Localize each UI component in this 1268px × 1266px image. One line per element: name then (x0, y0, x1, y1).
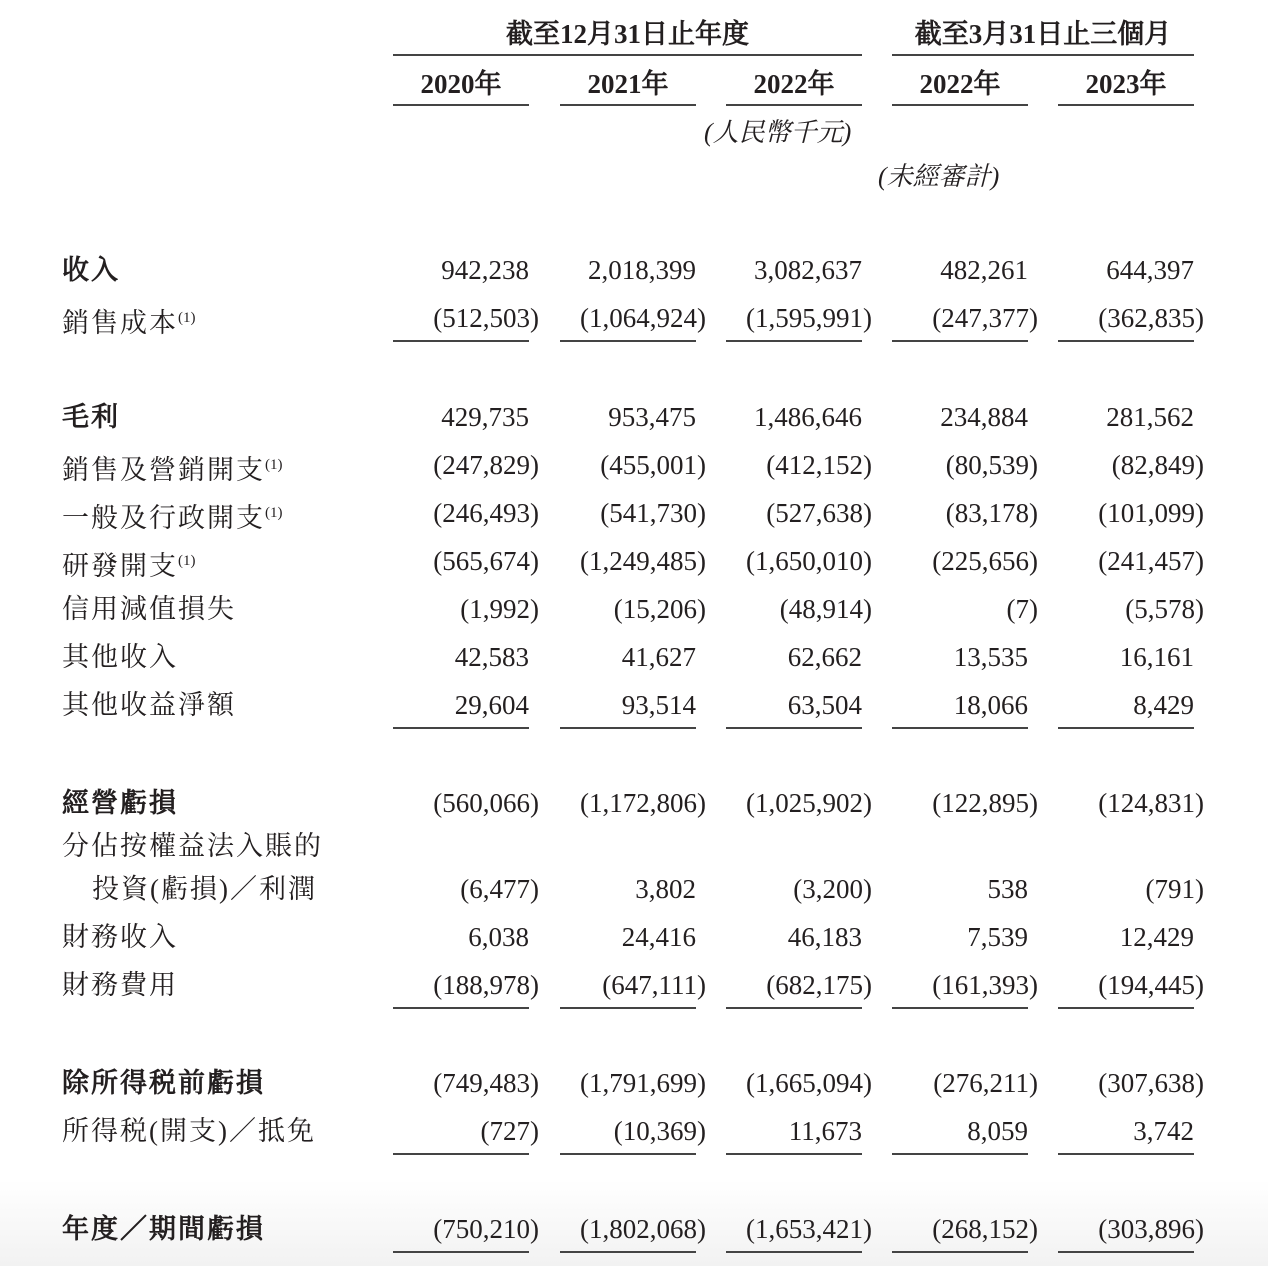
value-text: 18,066 (953, 690, 1028, 720)
value-cell (393, 1205, 539, 1253)
value-cell (892, 961, 1038, 1009)
table-row (0, 913, 1268, 961)
value-text: (682,175) (766, 970, 872, 1000)
table-row (0, 681, 1268, 729)
value-cell (892, 585, 1038, 631)
value-cell (393, 246, 529, 292)
value-cell (393, 681, 529, 729)
value-cell (560, 1107, 706, 1155)
footnote-marker: (1) (178, 553, 196, 569)
value-text: 538 (987, 874, 1028, 904)
row-label (62, 913, 178, 961)
value-text: (541,730) (600, 498, 706, 528)
value-cell (726, 961, 872, 1009)
row-label-text: 信用減值損失 (62, 594, 236, 624)
table-row (0, 961, 1268, 1009)
value-cell (560, 537, 706, 583)
row-label (62, 441, 283, 494)
value-cell (892, 441, 1038, 487)
value-text: 644,397 (1106, 255, 1194, 285)
value-text: (412,152) (766, 450, 872, 480)
value-text: (1,249,485) (580, 546, 706, 576)
value-text: (1,791,699) (580, 1068, 706, 1098)
value-text: 29,604 (454, 690, 529, 720)
value-cell (393, 1107, 539, 1155)
value-cell (560, 1059, 706, 1105)
value-text: (560,066) (433, 788, 539, 818)
table-row (0, 1107, 1268, 1155)
value-text: (1,064,924) (580, 303, 706, 333)
value-text: (161,393) (932, 970, 1038, 1000)
value-text: (241,457) (1098, 546, 1204, 576)
value-text: (1,595,991) (746, 303, 872, 333)
value-text: 281,562 (1106, 402, 1194, 432)
row-label-text: 其他收入 (62, 642, 178, 672)
value-text: 942,238 (441, 255, 529, 285)
row-label (62, 537, 196, 590)
value-text: 93,514 (621, 690, 696, 720)
value-cell (1058, 865, 1204, 911)
value-text: 12,429 (1119, 922, 1194, 952)
value-text: 42,583 (454, 642, 529, 672)
row-label-text: 所得税(開支)／抵免 (62, 1116, 316, 1146)
table-row (0, 1205, 1268, 1253)
value-cell (892, 1107, 1028, 1155)
value-cell (1058, 294, 1204, 342)
value-cell (892, 393, 1028, 439)
value-cell (892, 865, 1028, 911)
value-text: (276,211) (933, 1068, 1038, 1098)
value-text: 2,018,399 (588, 255, 696, 285)
value-text: (82,849) (1111, 450, 1204, 480)
row-label-text: 分佔按權益法入賬的 (62, 831, 323, 861)
value-cell (560, 441, 706, 487)
value-cell (1058, 779, 1204, 825)
value-cell (393, 1059, 539, 1105)
value-cell (1058, 537, 1204, 583)
row-label-text: 收入 (62, 255, 120, 285)
value-cell (726, 489, 872, 535)
value-cell (560, 865, 696, 911)
value-text: (48,914) (779, 594, 872, 624)
value-cell (560, 961, 706, 1009)
row-label-text: 投資(虧損)／利潤 (92, 874, 317, 904)
value-text: 953,475 (608, 402, 696, 432)
value-text: (101,099) (1098, 498, 1204, 528)
value-text: 3,742 (1133, 1116, 1194, 1146)
value-text: (247,829) (433, 450, 539, 480)
value-text: (1,653,421) (746, 1214, 872, 1244)
value-text: 482,261 (940, 255, 1028, 285)
value-text: (83,178) (945, 498, 1038, 528)
value-text: (6,477) (460, 874, 539, 904)
value-text: (15,206) (613, 594, 706, 624)
value-cell (393, 489, 539, 535)
value-cell (560, 489, 706, 535)
value-cell (726, 246, 862, 292)
value-cell (726, 681, 862, 729)
value-text: (512,503) (433, 303, 539, 333)
row-label (62, 822, 323, 870)
value-text: (565,674) (433, 546, 539, 576)
value-text: (124,831) (1098, 788, 1204, 818)
footnote-marker: (1) (265, 505, 283, 521)
value-text: (749,483) (433, 1068, 539, 1098)
value-cell (560, 585, 706, 631)
value-text: (303,896) (1098, 1214, 1204, 1244)
value-cell (1058, 681, 1194, 729)
header-group-fiscal-year: 截至12月31日止年度 (393, 14, 862, 56)
value-cell (726, 633, 862, 679)
table-row (0, 779, 1268, 827)
value-text: (1,802,068) (580, 1214, 706, 1244)
row-label-text: 經營虧損 (62, 788, 178, 818)
value-text: (1,992) (460, 594, 539, 624)
row-label (92, 865, 317, 913)
value-text: (750,210) (433, 1214, 539, 1244)
value-text: 11,673 (788, 1116, 862, 1146)
column-header-2022: 2022年 (726, 64, 862, 106)
value-cell (393, 393, 529, 439)
value-text: 429,735 (441, 402, 529, 432)
value-text: (3,200) (793, 874, 872, 904)
table-row (0, 633, 1268, 681)
row-label-text: 財務費用 (62, 970, 178, 1000)
row-label-text: 銷售成本 (62, 308, 178, 338)
table-row (0, 585, 1268, 633)
value-cell (892, 1205, 1038, 1253)
table-row (0, 822, 1268, 870)
value-cell (892, 246, 1028, 292)
value-text: (1,172,806) (580, 788, 706, 818)
header-group-three-months: 截至3月31日止三個月 (892, 14, 1194, 56)
table-row (0, 489, 1268, 537)
value-text: 46,183 (787, 922, 862, 952)
value-cell (1058, 441, 1204, 487)
value-cell (560, 779, 706, 825)
value-cell (726, 441, 872, 487)
value-text: (80,539) (945, 450, 1038, 480)
value-cell (1058, 1107, 1194, 1155)
value-cell (1058, 585, 1204, 631)
value-text: 3,802 (635, 874, 696, 904)
row-label-text: 年度／期間虧損 (62, 1214, 265, 1244)
row-label (62, 1059, 265, 1107)
row-label (62, 1205, 265, 1253)
value-cell (892, 537, 1038, 583)
value-text: 1,486,646 (754, 402, 862, 432)
value-cell (560, 246, 696, 292)
value-cell (892, 913, 1028, 959)
column-header-2020: 2020年 (393, 64, 529, 106)
value-text: (194,445) (1098, 970, 1204, 1000)
value-cell (560, 633, 696, 679)
value-cell (726, 865, 872, 911)
table-row (0, 1059, 1268, 1107)
row-label-text: 毛利 (62, 402, 120, 432)
value-text: (268,152) (932, 1214, 1038, 1244)
table-row (0, 441, 1268, 489)
row-label (62, 681, 236, 729)
value-cell (892, 681, 1028, 729)
row-label (62, 961, 178, 1009)
value-cell (1058, 961, 1204, 1009)
footnote-marker: (1) (265, 457, 283, 473)
value-text: (122,895) (932, 788, 1038, 818)
value-cell (393, 585, 539, 631)
value-text: 16,161 (1119, 642, 1194, 672)
value-cell (393, 865, 539, 911)
value-cell (1058, 489, 1204, 535)
value-cell (1058, 1059, 1204, 1105)
column-header-2023-3m: 2023年 (1058, 64, 1194, 106)
value-cell (560, 393, 696, 439)
value-cell (393, 294, 539, 342)
value-text: (455,001) (600, 450, 706, 480)
row-label-text: 財務收入 (62, 922, 178, 952)
value-text: 234,884 (940, 402, 1028, 432)
row-label-text: 一般及行政開支 (62, 503, 265, 533)
value-cell (892, 779, 1038, 825)
table-row (0, 865, 1268, 913)
value-cell (892, 1059, 1038, 1105)
value-text: (527,638) (766, 498, 872, 528)
row-label (62, 246, 120, 294)
table-row (0, 393, 1268, 441)
unaudited-note: (未經審計) (878, 162, 1000, 191)
value-cell (1058, 246, 1194, 292)
value-cell (726, 779, 872, 825)
value-text: (247,377) (932, 303, 1038, 333)
value-text: 24,416 (621, 922, 696, 952)
value-cell (1058, 633, 1194, 679)
value-text: (1,650,010) (746, 546, 872, 576)
value-text: 7,539 (967, 922, 1028, 952)
value-text: (1,025,902) (746, 788, 872, 818)
value-text: (7) (1006, 594, 1038, 624)
value-cell (393, 961, 539, 1009)
value-text: 3,082,637 (754, 255, 862, 285)
unit-note: (人民幣千元) (704, 118, 852, 147)
row-label (62, 633, 178, 681)
value-text: 8,059 (967, 1116, 1028, 1146)
value-text: (791) (1145, 874, 1204, 904)
value-cell (726, 1205, 872, 1253)
row-label-text: 除所得税前虧損 (62, 1068, 265, 1098)
row-label (62, 294, 196, 347)
value-cell (892, 489, 1038, 535)
value-text: (5,578) (1125, 594, 1204, 624)
column-header-2021: 2021年 (560, 64, 696, 106)
row-label (62, 779, 178, 827)
value-cell (560, 913, 696, 959)
value-text: (10,369) (613, 1116, 706, 1146)
value-cell (1058, 393, 1194, 439)
value-cell (726, 1059, 872, 1105)
value-text: 13,535 (953, 642, 1028, 672)
row-label (62, 393, 120, 441)
value-text: (307,638) (1098, 1068, 1204, 1098)
row-label-text: 銷售及營銷開支 (62, 455, 265, 485)
value-text: 41,627 (621, 642, 696, 672)
value-cell (892, 294, 1038, 342)
value-cell (393, 441, 539, 487)
value-text: (188,978) (433, 970, 539, 1000)
value-text: 63,504 (787, 690, 862, 720)
table-row (0, 246, 1268, 294)
value-cell (726, 913, 862, 959)
value-cell (393, 537, 539, 583)
value-cell (393, 913, 529, 959)
value-text: 8,429 (1133, 690, 1194, 720)
value-text: (727) (480, 1116, 539, 1146)
table-row (0, 537, 1268, 585)
value-cell (726, 585, 872, 631)
row-label-text: 其他收益淨額 (62, 690, 236, 720)
value-cell (1058, 913, 1194, 959)
value-cell (892, 633, 1028, 679)
value-cell (560, 681, 696, 729)
value-text: 62,662 (787, 642, 862, 672)
value-text: (1,665,094) (746, 1068, 872, 1098)
value-cell (726, 294, 872, 342)
value-cell (1058, 1205, 1204, 1253)
column-header-2022-3m: 2022年 (892, 64, 1028, 106)
row-label-text: 研發開支 (62, 551, 178, 581)
value-cell (726, 1107, 862, 1155)
value-cell (393, 633, 529, 679)
row-label (62, 1107, 316, 1155)
value-text: 6,038 (468, 922, 529, 952)
value-cell (393, 779, 539, 825)
value-text: (362,835) (1098, 303, 1204, 333)
value-cell (726, 537, 872, 583)
row-label (62, 585, 236, 633)
value-text: (246,493) (433, 498, 539, 528)
row-label (62, 489, 283, 542)
value-cell (560, 294, 706, 342)
value-text: (647,111) (602, 970, 706, 1000)
table-row (0, 294, 1268, 342)
value-cell (726, 393, 862, 439)
footnote-marker: (1) (178, 310, 196, 326)
value-text: (225,656) (932, 546, 1038, 576)
value-cell (560, 1205, 706, 1253)
